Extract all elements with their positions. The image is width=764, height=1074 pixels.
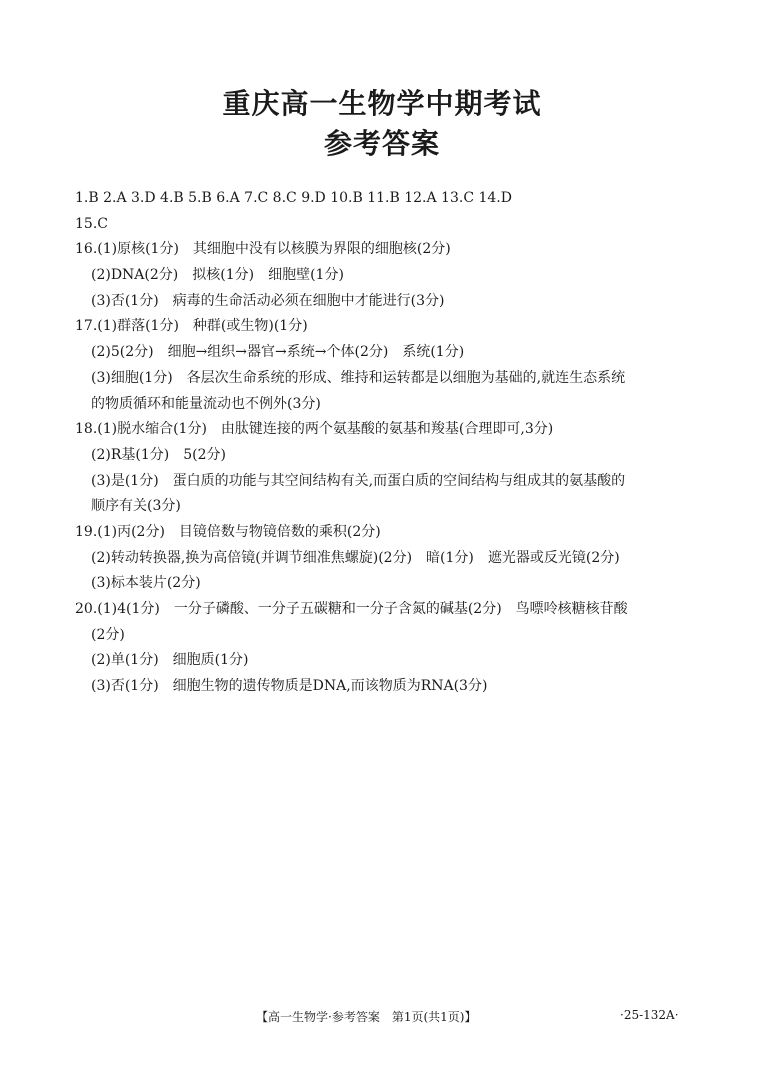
q18-line-4: 顺序有关(3分) bbox=[91, 498, 181, 515]
answer-content bbox=[75, 186, 695, 700]
mc-answers-line-1: 1.B 2.A 3.D 4.B 5.B 6.A 7.C 8.C 9.D 10.B 11.B 12.A 13.C 14.D bbox=[75, 190, 512, 206]
q17-line-1: 17.(1)群落(1分) 种群(或生物)(1分) bbox=[75, 318, 308, 335]
q20-line-1: 20.(1)4(1分) 一分子磷酸、一分子五碳糖和一分子含氮的碱基(2分) 鸟嘌呤核糖核苷酸 bbox=[75, 601, 628, 617]
q17-line-2: (2)5(2分) 细胞→组织→器官→系统→个体(2分) 系统(1分) bbox=[91, 344, 465, 361]
q20-line-3: (2)单(1分) 细胞质(1分) bbox=[91, 652, 249, 669]
q16-line-3: (3)否(1分) 病毒的生命活动必须在细胞中才能进行(3分) bbox=[91, 292, 445, 309]
mc-answers-line-2: 15.C bbox=[75, 215, 108, 232]
q18-line-1: 18.(1)脱水缩合(1分) 由肽键连接的两个氨基酸的氨基和羧基(合理即可,3分) bbox=[75, 421, 554, 438]
q16-line-2: (2)DNA(2分) 拟核(1分) 细胞壁(1分) bbox=[91, 267, 344, 284]
q16-line-1: 16.(1)原核(1分) 其细胞中没有以核膜为界限的细胞核(2分) bbox=[75, 241, 451, 258]
q20-line-2: (2分) bbox=[91, 626, 125, 643]
q18-line-3: (3)是(1分) 蛋白质的功能与其空间结构有关,而蛋白质的空间结构与组成其的氨基酸的 bbox=[91, 472, 626, 489]
footer-page-info: 【高一生物学·参考答案 第1页(共1页)】 bbox=[256, 1010, 477, 1024]
q19-line-2: (2)转动转换器,换为高倍镜(并调节细准焦螺旋)(2分) 暗(1分) 遮光器或反光镜(2分) bbox=[91, 549, 620, 566]
q17-line-4: 的物质循环和能量流动也不例外(3分) bbox=[91, 395, 321, 412]
page-title: 重庆高一生物学中期考试 bbox=[222, 87, 542, 120]
q20-line-4: (3)否(1分) 细胞生物的遗传物质是DNA,而该物质为RNA(3分) bbox=[91, 678, 488, 695]
q19-line-3: (3)标本装片(2分) bbox=[91, 575, 201, 592]
q17-line-3: (3)细胞(1分) 各层次生命系统的形成、维持和运转都是以细胞为基础的,就连生态系统 bbox=[91, 369, 626, 386]
page-subtitle: 参考答案 bbox=[323, 127, 440, 160]
footer-code: ·25-132A· bbox=[620, 1008, 679, 1022]
q19-line-1: 19.(1)丙(2分) 目镜倍数与物镜倍数的乘积(2分) bbox=[75, 523, 381, 540]
q18-line-2: (2)R基(1分) 5(2分) bbox=[91, 446, 226, 463]
